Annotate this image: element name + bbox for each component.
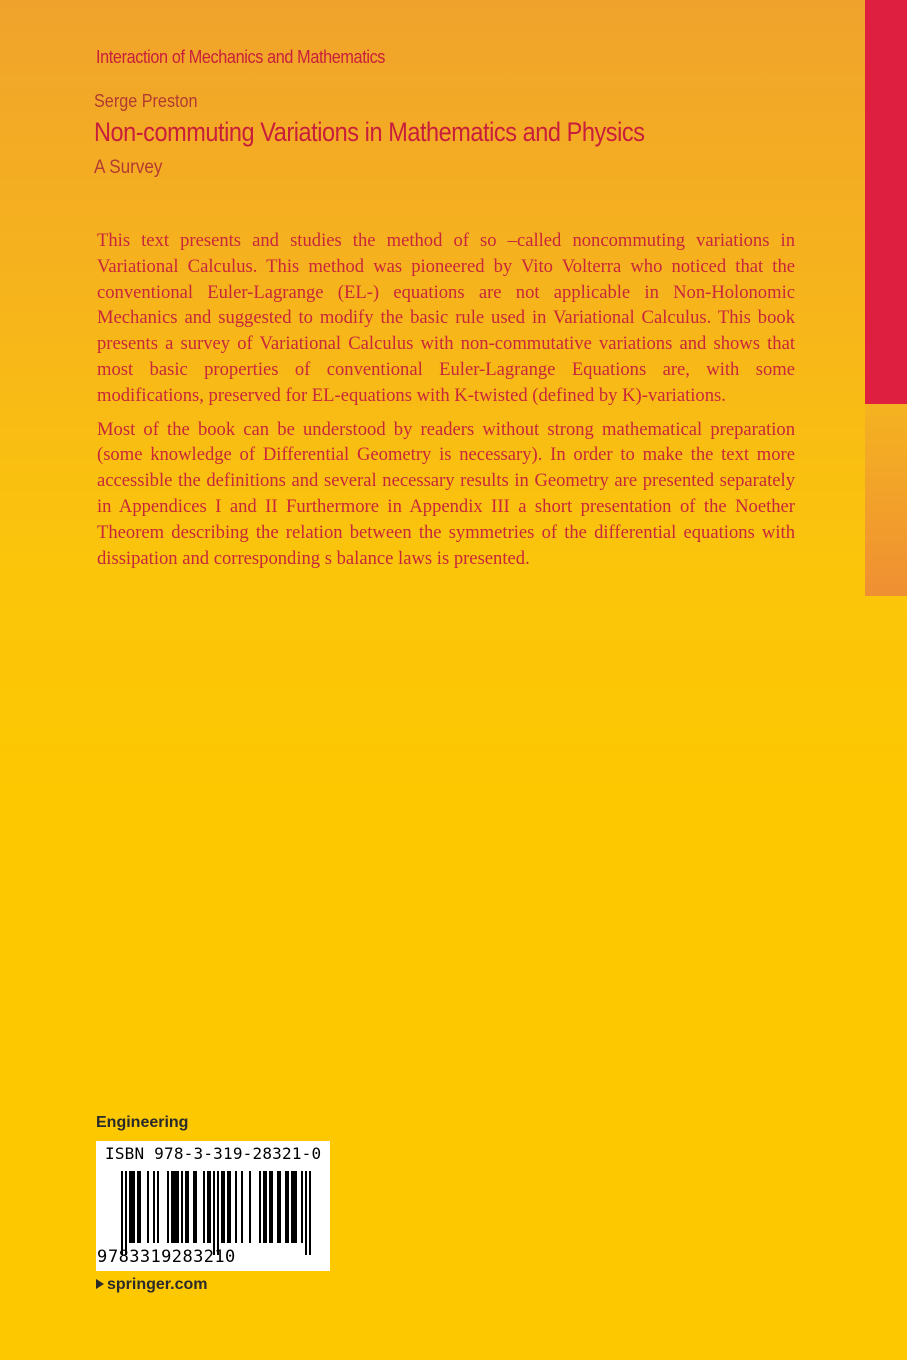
- barcode-guard-bar: [125, 1171, 127, 1255]
- barcode-bar: [167, 1171, 169, 1243]
- barcode-bar: [137, 1171, 139, 1243]
- barcode-bar: [131, 1171, 133, 1243]
- barcode-bar: [279, 1171, 281, 1243]
- barcode-bar: [229, 1171, 231, 1243]
- barcode-bar: [195, 1171, 197, 1243]
- spine-orange-band: [865, 404, 907, 596]
- barcode-bar: [269, 1171, 271, 1243]
- barcode-bar: [157, 1171, 159, 1243]
- barcode-bar: [291, 1171, 293, 1243]
- barcode-bar: [207, 1171, 209, 1243]
- book-description: [97, 228, 795, 579]
- barcode-bar: [259, 1171, 261, 1243]
- barcode-bar: [241, 1171, 243, 1243]
- barcode-bar: [235, 1171, 237, 1243]
- barcode-bar: [277, 1171, 279, 1243]
- barcode-bar: [185, 1171, 187, 1243]
- barcode-bar: [153, 1171, 155, 1243]
- barcode-guard-bar: [309, 1171, 311, 1255]
- barcode-bar: [223, 1171, 225, 1243]
- barcode-bar: [147, 1171, 149, 1243]
- barcode-bar: [173, 1171, 175, 1243]
- barcode-bar: [129, 1171, 131, 1243]
- barcode-bar: [193, 1171, 195, 1243]
- ean-digits: 783319283210: [108, 1247, 236, 1267]
- barcode-bar: [181, 1171, 183, 1243]
- ean-first-digit: 9: [97, 1247, 108, 1267]
- barcode-bar: [271, 1171, 273, 1243]
- isbn-barcode: [96, 1141, 330, 1271]
- barcode-bar: [139, 1171, 141, 1243]
- barcode-bar: [133, 1171, 135, 1243]
- description-paragraph-2: Most of the book can be understood by readers without strong mathematical preparation (some knowledge of Differential Geometry is necessary). In order to make the text more accessible the definitions and several necessary results in Geometry are presented separately in Appendices I and II Furthermore in Appendix III a short presentation of the Noether Theorem describing the relation between the symmetries of the differential equations with dissipation and corresponding s balance laws is presented.: [97, 418, 795, 569]
- barcode-bar: [171, 1171, 173, 1243]
- barcode-bar: [249, 1171, 251, 1243]
- barcode-bar: [177, 1171, 179, 1243]
- barcode-guard-bar: [305, 1171, 307, 1255]
- description-paragraph-1: This text presents and studies the method of so –called noncommuting variations in Variational Calculus. This method was pioneered by Vito Volterra who noticed that the conventional Euler-Lagrange (EL-) equations are not applicable in Non-Holonomic Mechanics and suggested to modify the basic rule used in Variational Calculus. This book presents a survey of Variational Calculus with non-commutative variations and shows that most basic properties of conventional Euler-Lagrange Equations are, with some modifications, preserved for EL-equations with K-twisted (defined by K)-variations.: [97, 230, 795, 406]
- spine-red-band: [865, 0, 907, 404]
- barcode-bar: [265, 1171, 267, 1243]
- barcode-guard-bar: [121, 1171, 123, 1255]
- barcode-guard-bar: [217, 1171, 219, 1255]
- barcode-bar: [287, 1171, 289, 1243]
- springer-link[interactable]: [96, 1276, 207, 1294]
- barcode-bar: [301, 1171, 303, 1243]
- book-subtitle: A Survey: [94, 157, 163, 178]
- barcode-bar: [187, 1171, 189, 1243]
- author-name: Serge Preston: [94, 91, 198, 111]
- barcode-bar: [209, 1171, 211, 1243]
- barcode-bar: [227, 1171, 229, 1243]
- series-title: Interaction of Mechanics and Mathematics: [96, 47, 386, 67]
- barcode-bar: [175, 1171, 177, 1243]
- subject-category: Engineering: [96, 1114, 189, 1131]
- barcode-bar: [221, 1171, 223, 1243]
- isbn-label: ISBN 978-3-319-28321-0: [105, 1144, 322, 1163]
- arrow-right-icon: [96, 1279, 104, 1289]
- barcode-bar: [295, 1171, 297, 1243]
- book-title: Non-commuting Variations in Mathematics and Physics: [94, 117, 645, 147]
- barcode-guard-bar: [213, 1171, 215, 1255]
- springer-link-label: springer.com: [107, 1276, 208, 1293]
- barcode-bar: [293, 1171, 295, 1243]
- barcode-bar: [263, 1171, 265, 1243]
- barcode-bar: [285, 1171, 287, 1243]
- barcode-bar: [203, 1171, 205, 1243]
